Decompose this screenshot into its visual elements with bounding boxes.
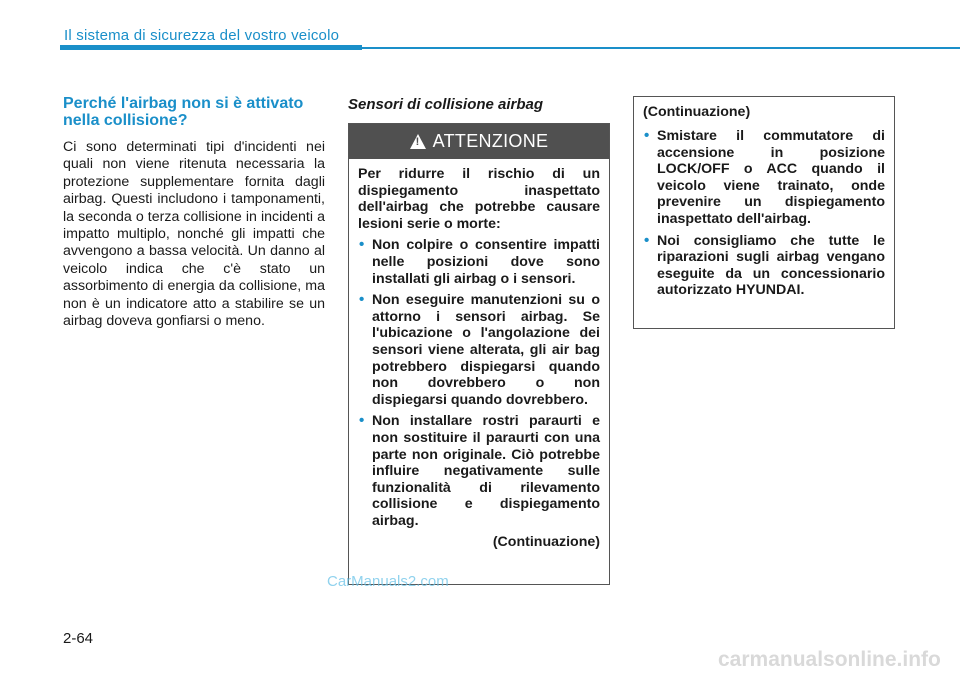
bullet-icon: • — [644, 231, 650, 249]
section-header-title: Il sistema di sicurezza del vostro veicolo — [64, 27, 340, 44]
bullet-icon: • — [644, 127, 650, 144]
section-body: Ci sono determinati tipi d'incidenti nei quali non viene ritenuta necessaria la protezione supplementare fornita dagli airbag. Questi includono i tamponamenti, la seconda o terza collisione in incidenti a impatto multiplo, nonché gli impatti che avvengono a bassa velocità. Un danno al veicolo indica che c'è stato un assorbimento di energia da collisione, ma non è un indicatore atto a stabilire se un airbag doveva gonfiarsi o meno. — [63, 139, 325, 330]
list-item: • Non installare rostri paraurti e non sostituire il paraurti con una parte non originale. Ciò potrebbe influire negativamente sulle funzionalità di rilevamento collisione e dispiegamento airbag. — [359, 412, 600, 529]
header-bar-thin — [362, 47, 960, 49]
site-watermark: carmanualsonline.info — [718, 648, 941, 671]
list-item: • Non colpire o consentire impatti nelle posizioni dove sono installati gli airbag o i sensori. — [359, 236, 600, 287]
continuation-label: (Continuazione) — [492, 534, 600, 551]
section-title: Perché l'airbag non si è attivato nella collisione? — [63, 95, 304, 129]
list-item: • Noi consigliamo che tutte le riparazioni sugli airbag vengano eseguite da un concessionario autorizzato HYUNDAI. — [644, 231, 885, 299]
continuation-label: (Continuazione) — [643, 104, 751, 120]
continuation-box — [633, 96, 895, 329]
bullet-icon: • — [359, 412, 365, 430]
bullet-icon: • — [359, 236, 365, 254]
header-bar-thick — [60, 45, 362, 50]
warning-box — [348, 123, 610, 585]
sensors-heading: Sensori di collisione airbag — [348, 96, 544, 113]
warning-intro: Per ridurre il rischio di un dispiegamento inaspettato dell'airbag che potrebbe causare lesioni serie o morte: — [358, 166, 600, 232]
list-item: • Non eseguire manutenzioni su o attorno i sensori airbag. Se l'ubicazione o l'angolazione dei sensori viene alterata, gli air bag potrebbero dispiegarsi quando non dovrebbero o non dispiegarsi quando dovrebbero. — [359, 291, 600, 408]
list-item: • Smistare il commutatore di accensione in posizione LOCK/OFF o ACC quando il veicolo viene trainato, onde prevenire un dispiegamento inaspettato dell'airbag. — [644, 127, 885, 227]
watermark: CarManuals2.com — [327, 573, 449, 590]
left-column — [63, 95, 325, 330]
warning-header — [349, 124, 609, 159]
page-number: 2-64 — [63, 630, 94, 647]
warning-label: ATTENZIONE — [432, 131, 549, 151]
warning-triangle-icon — [410, 134, 426, 149]
bullet-icon: • — [359, 291, 365, 309]
